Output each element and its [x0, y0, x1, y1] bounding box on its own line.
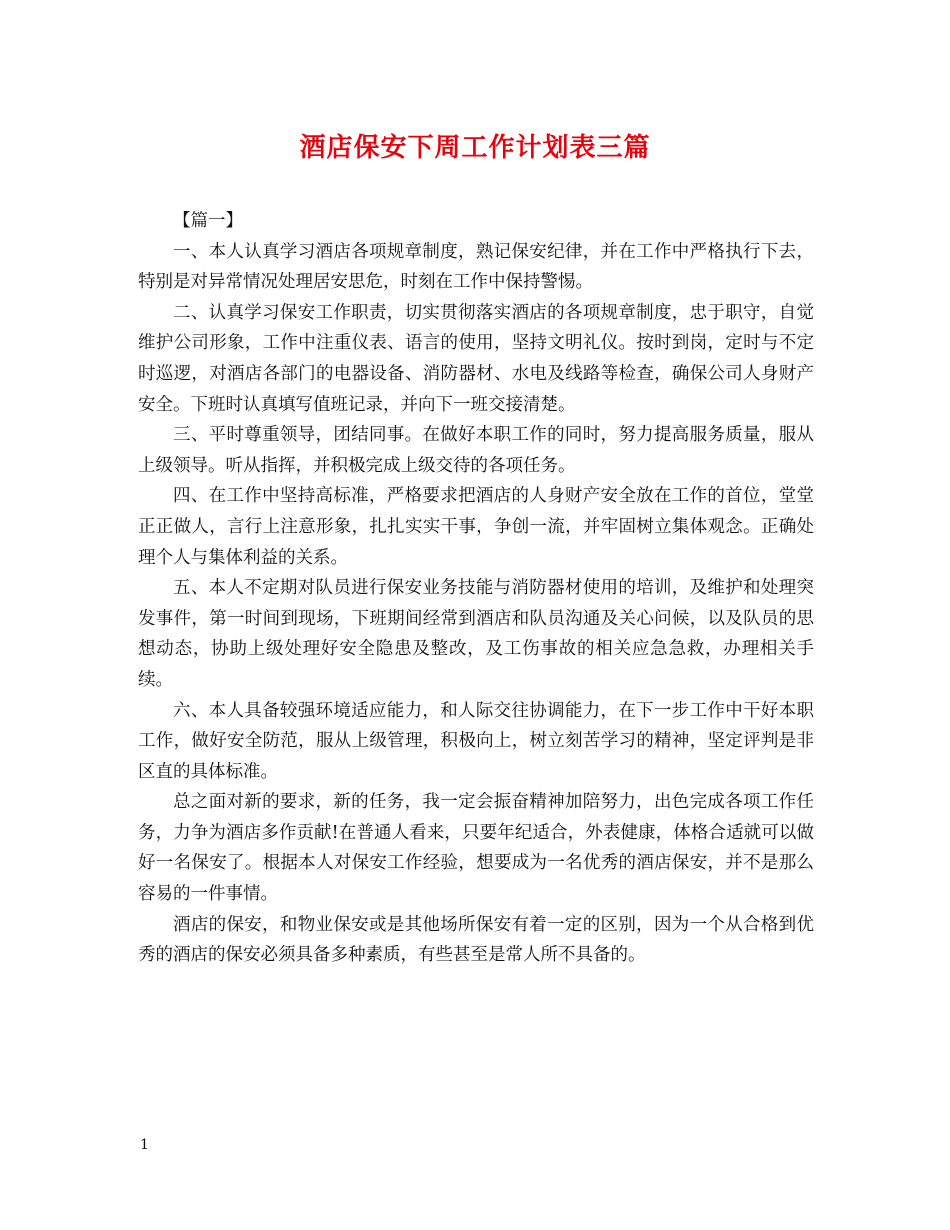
document-title: 酒店保安下周工作计划表三篇 — [299, 133, 651, 163]
paragraph-7: 总之面对新的要求，新的任务，我一定会振奋精神加陪努力，出色完成各项工作任务，力争为酒店多作贡献!在普通人看来，只要年纪适合，外表健康，体格合适就可以做好一名保安了。根据本人对保安工作经验，想要成为一名优秀的酒店保安，并不是那么容易的一件事情。 — [138, 792, 814, 905]
paragraph-1: 一、本人认真学习酒店各项规章制度，熟记保安纪律，并在工作中严格执行下去，特别是对异常情况处理居安思危，时刻在工作中保持警惕。 — [138, 241, 814, 293]
page-number: 1 — [140, 1137, 149, 1153]
paragraph-5: 五、本人不定期对队员进行保安业务技能与消防器材使用的培训，及维护和处理突发事件，第一时间到现场，下班期间经常到酒店和队员沟通及关心问候，以及队员的思想动态，协助上级处理好安全隐患及整改，及工伤事故的相关应急急救，办理相关手续。 — [138, 578, 814, 690]
paragraph-4: 四、在工作中坚持高标准，严格要求把酒店的人身财产安全放在工作的首位，堂堂正正做人，言行上注意形象，扎扎实实干事，争创一流，并牢固树立集体观念。正确处理个人与集体利益的关系。 — [138, 486, 814, 568]
paragraph-6: 六、本人具备较强环境适应能力，和人际交往协调能力，在下一步工作中干好本职工作，做好安全防范，服从上级管理，积极向上，树立刻苦学习的精神，坚定评判是非区直的具体标准。 — [138, 700, 814, 782]
paragraph-8: 酒店的保安，和物业保安或是其他场所保安有着一定的区别，因为一个从合格到优秀的酒店的保安必须具备多种素质，有些甚至是常人所不具备的。 — [138, 914, 814, 966]
paragraph-3: 三、平时尊重领导，团结同事。在做好本职工作的同时，努力提高服务质量，服从上级领导。听从指挥，并积极完成上级交待的各项任务。 — [138, 425, 814, 476]
section-label: 【篇一】 — [173, 211, 243, 231]
document-body — [138, 206, 814, 971]
paragraph-2: 二、认真学习保安工作职责，切实贯彻落实酒店的各项规章制度，忠于职守，自觉维护公司形象，工作中注重仪表、语言的使用，坚持文明礼仪。按时到岗，定时与不定时巡逻，对酒店各部门的电器设备、消防器材、水电及线路等检查，确保公司人身财产安全。下班时认真填写值班记录，并向下一班交接清楚。 — [138, 302, 814, 415]
